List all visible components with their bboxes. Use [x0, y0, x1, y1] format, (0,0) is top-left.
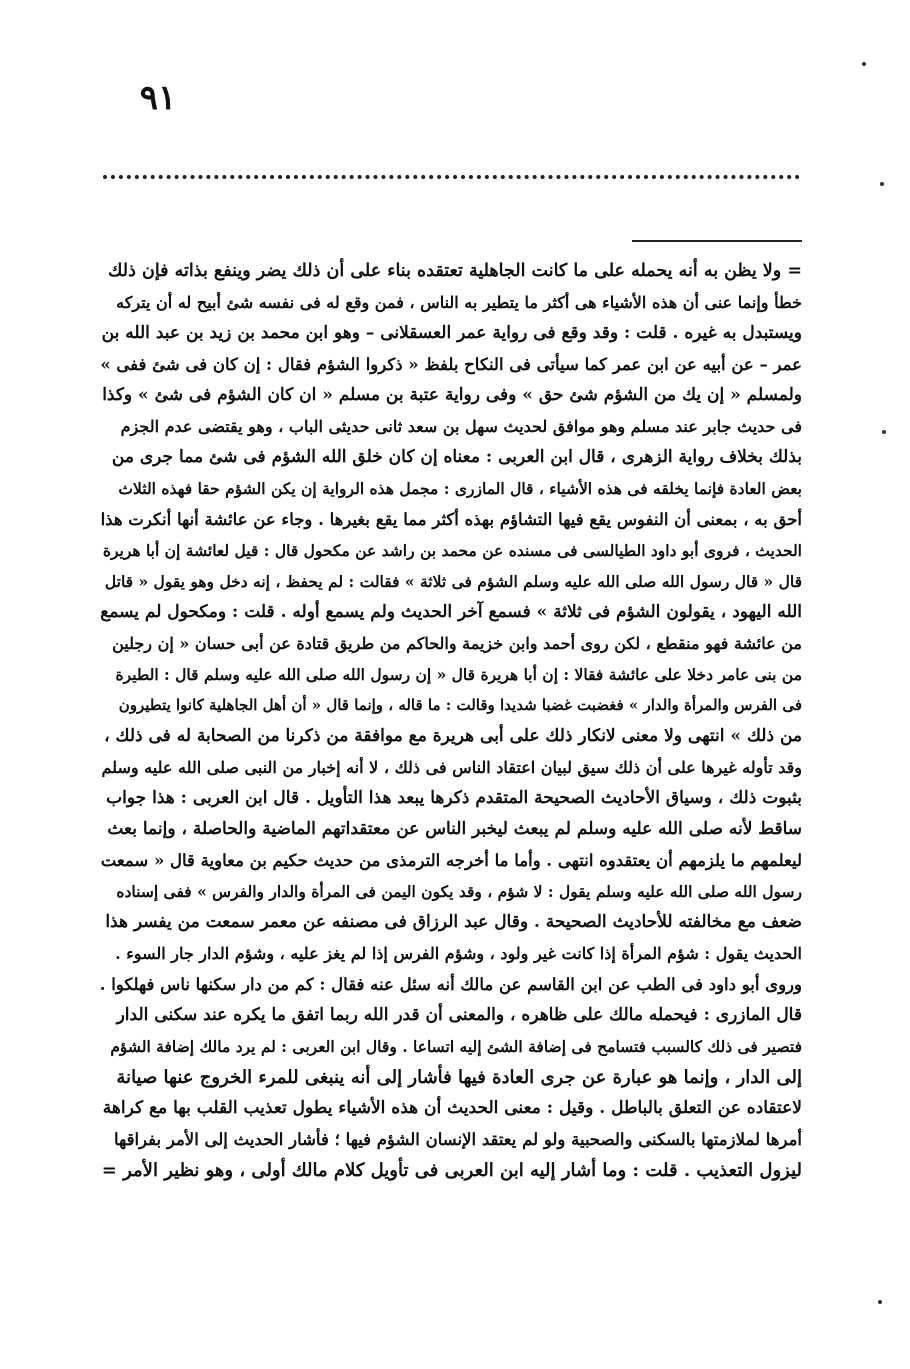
text-line-23: الحديث يقول : شؤم المرأة إذا كانت غير ولود ، وشؤم الفرس إذا لم يغز عليه ، وشؤم الدار جار السوء .	[115, 944, 802, 963]
text-line-15: فى الفرس والمرأة والدار » فغضبت غضبا شديدا وقالت : ما قاله ، وإنما قال « أن أهل الجاهلية كانوا يتطيرون	[118, 696, 802, 714]
text-line-18: بثبوت ذلك ، وسياق الأحاديث الصحيحة المتقدم ذكرها يبعد هذا التأويل . قال ابن العربى : هذا جواب	[106, 788, 802, 808]
text-line-14: من بنى عامر دخلا على عائشة فقالا : إن أبا هريرة قال « إن رسول الله صلى الله عليه وسلم قال : الطيرة	[115, 665, 802, 684]
text-line-28: لاعتقاده عن التعلق بالباطل . وقيل : معنى الحديث أن هذه الأشياء يطول تعذيب القلب بها مع كراهة	[102, 1098, 802, 1118]
scan-speck	[882, 430, 886, 434]
text-line-3: ويستبدل به غيره . قلت : وقد وقع فى رواية عمر العسقلانى – وهو ابن محمد بن زيد بن عبد الله بن	[101, 323, 802, 343]
text-line-7: بذلك بخلاف رواية الزهرى ، قال ابن العربى : معناه إن كان خلق الله الشؤم فى شئ مما جرى من	[111, 447, 802, 467]
dotted-separator	[103, 175, 800, 179]
text-line-20: ليعلمهم ما يلزمهم أن يعتقدوه انتهى . وأما ما أخرجه الترمذى من حديث حكيم بن معاوية قال « سمعت	[100, 851, 802, 870]
footnote-rule	[632, 240, 802, 242]
text-line-16: من ذلك » انتهى ولا معنى لانكار ذلك على أبى هريرة مع موافقة من ذكرنا من الصحابة له فى ذلك ،	[104, 726, 802, 746]
text-line-2: خطأ وإنما عنى أن هذه الأشياء هى أكثر ما يتطير به الناس ، فمن وقع له فى نفسه شئ أبيح له أن يتركه	[116, 293, 802, 312]
text-line-13: من عائشة فهو منقطع ، لكن روى أحمد وابن خزيمة والحاكم من طريق قتادة عن أبى حسان « إن رجلين	[112, 634, 802, 653]
text-line-6: فى حديث جابر عند مسلم وهو موافق لحديث سهل بن سعد ثانى حديثى الباب ، وهو يقتضى عدم الجزم	[120, 417, 802, 436]
page-number: ٩١	[139, 78, 177, 118]
text-line-4: عمر – عن أبيه عن ابن عمر كما سيأتى فى النكاح بلفظ « ذكروا الشؤم فقال : إن كان فى شئ ففى »	[100, 355, 802, 374]
scan-speck	[878, 1300, 882, 1304]
text-line-21: رسول الله صلى الله عليه وسلم يقول : لا شؤم ، وقد يكون اليمن فى المرأة والدار والفرس » ففى إسناده	[116, 882, 802, 901]
text-line-12: الله اليهود ، يقولون الشؤم فى ثلاثة » فسمع آخر الحديث ولم يسمع أوله . قلت : ومكحول لم يسمع	[100, 602, 802, 622]
commentary-text	[100, 256, 802, 1186]
text-line-27: إلى الدار ، وإنما هو عبارة عن جرى العادة فيها فأشار إلى أنه ينبغى للمرء الخروج عنها صيانة	[116, 1067, 802, 1088]
text-line-26: فتصير فى ذلك كالسبب فتسامح فى إضافة الشئ إليه اتساعا . وقال ابن العربى : لم يرد مالك إضافة الشؤم	[110, 1037, 802, 1056]
text-line-17: وقد تأوله غيرها على أن ذلك سيق لبيان اعتقاد الناس فى ذلك ، لا أنه إخبار من النبى صلى الله عليه وسلم	[101, 758, 802, 777]
scan-speck	[880, 182, 884, 186]
text-line-29: أمرها لملازمتها بالسكنى والصحبية ولو لم يعتقد الإنسان الشؤم فيها ؛ فأشار الحديث إلى الأمر بفراقها	[113, 1130, 802, 1149]
text-line-8: بعض العادة فإنما يخلقه فى هذه الأشياء ، قال المازرى : مجمل هذه الرواية إن يكن الشؤم حقا فهذه الثلاث	[118, 479, 802, 498]
text-line-22: ضعف مع مخالفته للأحاديث الصحيحة . وقال عبد الرزاق فى مصنفه عن معمر سمعت من يفسر هذا	[105, 912, 802, 932]
text-line-30: ليزول التعذيب . قلت : وما أشار إليه ابن العربى فى تأويل كلام مالك أولى ، وهو نظير الأمر =	[101, 1160, 802, 1181]
text-line-25: قال المازرى : فيحمله مالك على ظاهره ، والمعنى أن قدر الله ربما اتفق ما يكره عند سكنى الدار	[116, 1005, 802, 1025]
text-line-19: ساقط لأنه صلى الله عليه وسلم لم يبعث ليخبر الناس عن معتقداتهم الماضية والحاصلة ، وإنما بعث	[107, 819, 802, 839]
text-line-24: وروى أبو داود فى الطب عن ابن القاسم عن مالك أنه سئل عنه فقال : كم من دار سكنها ناس فهلكوا .	[100, 975, 802, 994]
text-line-5: ولمسلم « إن يك من الشؤم شئ حق » وفى رواية عتبة بن مسلم « ان كان الشؤم فى شئ » وكذا	[102, 385, 802, 405]
text-line-11: قال « قال رسول الله صلى الله عليه وسلم الشؤم فى ثلاثة » فقالت : لم يحفظ ، إنه دخل وهو يقول « قاتل	[104, 572, 802, 591]
text-line-1: = ولا يظن به أنه يحمله على ما كانت الجاهلية تعتقده بناء على أن ذلك يضر وينفع بذاته فإن ذلك	[108, 261, 802, 281]
text-line-9: أحق به ، بمعنى أن النفوس يقع فيها التشاؤم بهذه أكثر مما يقع بغيرها . وجاء عن عائشة أنها أنكرت هذا	[100, 510, 802, 529]
scan-speck	[862, 62, 866, 66]
text-line-10: الحديث ، فروى أبو داود الطيالسى فى مسنده عن محمد بن راشد عن مكحول قال : قيل لعائشة إن أبا هريرة	[102, 541, 802, 560]
